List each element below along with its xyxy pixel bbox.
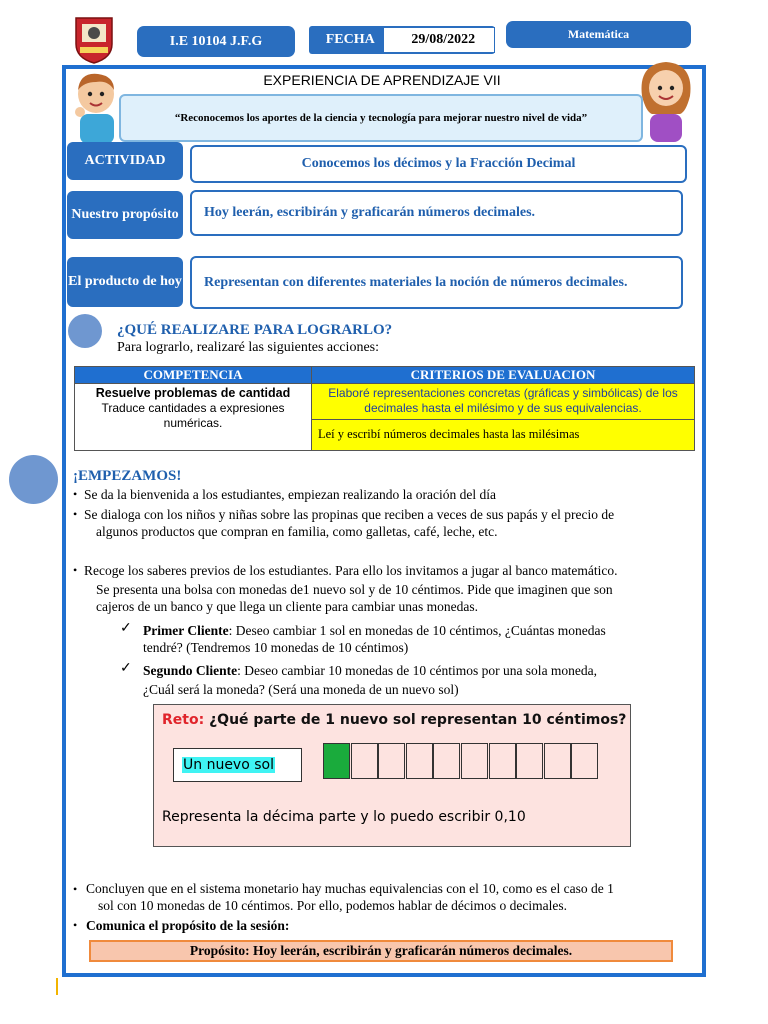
table-header-criterios: CRITERIOS DE EVALUACION (312, 367, 695, 384)
row-text-producto (190, 256, 683, 309)
row-label-actividad: ACTIVIDAD (67, 142, 183, 180)
school-badge: I.E 10104 J.F.G (137, 26, 295, 57)
client-1-label: Primer Cliente (143, 623, 229, 638)
bullet: • (73, 507, 78, 521)
school-logo (72, 14, 116, 64)
decimal-cell (516, 743, 543, 779)
reto-question: ¿Qué parte de 1 nuevo sol representan 10 céntimos? (209, 712, 627, 728)
check-icon: ✓ (120, 621, 132, 636)
check-icon: ✓ (120, 661, 132, 676)
proposito-banner-text: Propósito: Hoy leerán, escribirán y graficarán números decimales. (189, 943, 573, 958)
criterio-2: Leí y escribí números decimales hasta las milésimas (312, 419, 695, 450)
bullet-2-line2: algunos productos que compran en familia, como galletas, café, leche, etc. (96, 524, 498, 539)
fecha-label: FECHA (325, 32, 375, 47)
row-text-proposito (190, 190, 683, 236)
bullet-4-line2: sol con 10 monedas de 10 céntimos. Por ello, podemos hablar de décimos o decimales. (98, 898, 568, 913)
decimal-cell (378, 743, 405, 779)
competencia-text: Traduce cantidades a expresiones numéricas. (101, 401, 285, 430)
row-label-proposito: Nuestro propósito (67, 191, 183, 239)
girl-illustration (636, 56, 696, 142)
reto-heading (162, 712, 626, 728)
reto-answer: Representa la décima parte y lo puedo escribir 0,10 (162, 809, 526, 825)
page-title: EXPERIENCIA DE APRENDIZAJE VII (263, 72, 501, 88)
reto-label: Reto: (162, 712, 205, 728)
client-2-line2: ¿Cuál será la moneda? (Será una moneda de un nuevo sol) (143, 682, 459, 697)
decimal-cell (433, 743, 460, 779)
decimal-cell (406, 743, 433, 779)
row-text-actividad (190, 145, 687, 183)
decorative-circle (68, 314, 102, 348)
bullet: • (73, 918, 78, 932)
competencia-cell (75, 384, 312, 451)
fecha-badge (309, 26, 495, 54)
client-2-label: Segundo Cliente (143, 663, 238, 678)
bullet-5: Comunica el propósito de la sesión: (86, 918, 290, 933)
bullet: • (73, 882, 78, 896)
decimal-cell (571, 743, 598, 779)
subject-badge: Matemática (506, 21, 691, 48)
bullet-3-line3: cajeros de un banco y que llega un cliente para cambiar unas monedas. (96, 599, 478, 614)
bullet-4-line1: Concluyen que en el sistema monetario hay muchas equivalencias con el 10, como es el caso de 1 (86, 881, 614, 896)
row-label-producto: El producto de hoy (67, 257, 183, 307)
bullet: • (73, 487, 78, 501)
fecha-value: 29/08/2022 (383, 27, 495, 53)
criteria-table (74, 366, 695, 451)
client-2-line1 (143, 662, 597, 679)
bullet-3-line2: Se presenta una bolsa con monedas de1 nuevo sol y de 10 céntimos. Pide que imaginen que son (96, 582, 613, 597)
decimal-cell (489, 743, 516, 779)
quote-text: “Reconocemos los aportes de la ciencia y tecnología para mejorar nuestro nivel de vida” (174, 112, 588, 124)
client-1-text: : Deseo cambiar 1 sol en monedas de 10 céntimos, ¿Cuántas monedas (228, 623, 606, 638)
decimal-cell-filled (323, 743, 350, 779)
boy-illustration (68, 68, 126, 144)
client-1-line2: tendré? (Tendremos 10 monedas de 10 céntimos) (143, 640, 409, 655)
table-header-competencia: COMPETENCIA (75, 367, 312, 384)
section1-sub: Para lograrlo, realizaré las siguientes acciones: (117, 340, 379, 355)
decimal-cell (544, 743, 571, 779)
decimal-cell (351, 743, 378, 779)
bullet-2-line1: Se dialoga con los niños y niñas sobre las propinas que reciben a veces de sus papás y el precio de (84, 507, 615, 522)
bullet-3-line1: Recoge los saberes previos de los estudiantes. Para ello los invitamos a jugar al banco matemático. (84, 563, 618, 578)
decorative-circle-large (9, 455, 58, 504)
competencia-title: Resuelve problemas de cantidad (95, 386, 291, 400)
actividad-text: Conocemos los décimos y la Fracción Decimal (301, 156, 576, 171)
producto-text: Representan con diferentes materiales la noción de números decimales. (204, 274, 628, 290)
section2-heading: ¡EMPEZAMOS! (73, 468, 182, 484)
proposito-banner (89, 940, 673, 962)
nuevo-sol-label: Un nuevo sol (183, 757, 274, 773)
bullet-1: Se da la bienvenida a los estudiantes, empiezan realizando la oración del día (84, 487, 496, 502)
quote-box (119, 94, 643, 142)
nuevo-sol-box (173, 748, 302, 782)
decimal-cell (461, 743, 488, 779)
section1-heading: ¿QUÉ REALIZARE PARA LOGRARLO? (117, 322, 393, 338)
page-marker (56, 978, 58, 995)
criterio-1: Elaboré representaciones concretas (gráficas y simbólicas) de los decimales hasta el milésimo y de sus equivalencias. (312, 384, 695, 420)
bullet: • (73, 563, 78, 577)
client-1-line1 (143, 622, 606, 639)
client-2-text: : Deseo cambiar 10 monedas de 10 céntimos por una sola moneda, (237, 663, 598, 678)
proposito-text: Hoy leerán, escribirán y graficarán números decimales. (204, 205, 536, 220)
